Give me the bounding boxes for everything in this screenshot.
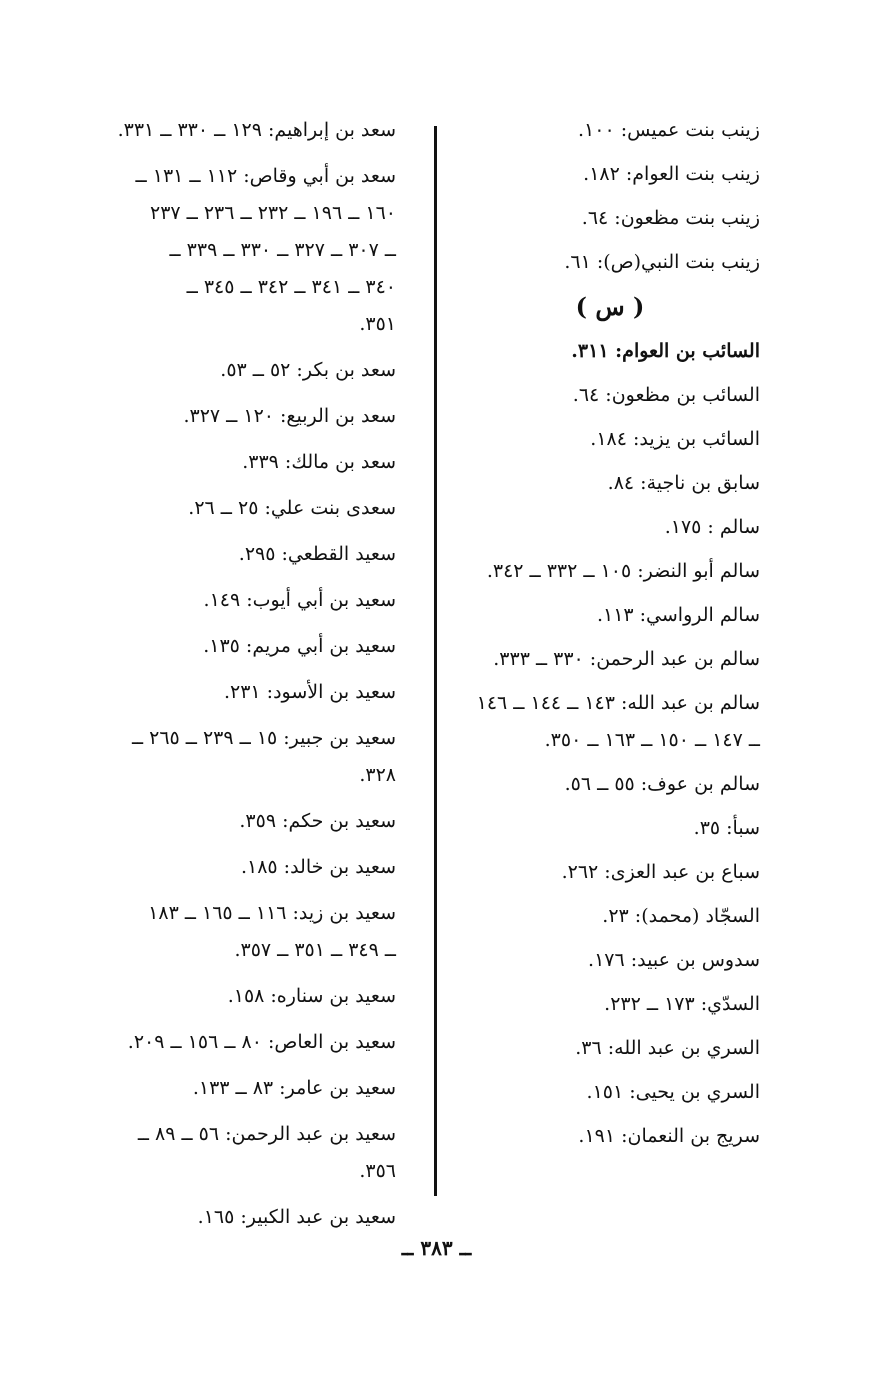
- left-column: [66, 112, 396, 1245]
- index-entry: سالم بن عوف: ٥٥ ــ ٥٦.: [564, 773, 760, 795]
- index-entry: سعيد بن حكم: ٣٥٩.: [239, 810, 396, 832]
- index-entry: سعد بن أبي وقاص: ١١٢ ــ ١٣١ ــ ١٦٠ ــ ١٩٦ ــ ٢٣٢ ــ ٢٣٦ ــ ٢٣٧ ــ ٣٠٧ ــ ٣٢٧ ــ ٣٣٠ ــ ٣٣٩ ــ ٣٤٠ ــ ٣٤١ ــ ٣٤٢ ــ ٣٤٥ ــ ٣٥١.: [135, 165, 396, 335]
- index-entry: سريج بن النعمان: ١٩١.: [578, 1125, 760, 1147]
- index-entry: زينب بنت مظعون: ٦٤.: [581, 207, 760, 229]
- index-entry: سعيد بن سناره: ١٥٨.: [227, 985, 396, 1007]
- letter-heading: ( س ): [575, 292, 645, 321]
- index-entry: سدوس بن عبيد: ١٧٦.: [588, 949, 760, 971]
- index-entry: زينب بنت العوام: ١٨٢.: [583, 163, 760, 185]
- index-entry: زينب بنت عميس: ١٠٠.: [577, 119, 760, 141]
- index-entry: سعد بن الربيع: ١٢٠ ــ ٣٢٧.: [183, 405, 396, 427]
- index-entry: السائب بن مظعون: ٦٤.: [572, 384, 760, 406]
- index-entry: سعيد بن العاص: ٨٠ ــ ١٥٦ ــ ٢٠٩.: [127, 1031, 396, 1053]
- index-entry: سعيد بن عبد الرحمن: ٥٦ ــ ٨٩ ــ ٣٥٦.: [137, 1123, 396, 1182]
- index-entry: سعيد بن أبي مريم: ١٣٥.: [203, 635, 396, 657]
- page-number: ــ ٣٨٣ ــ: [401, 1236, 472, 1260]
- index-entry: سعد بن إبراهيم: ١٢٩ ــ ٣٣٠ ــ ٣٣١.: [117, 119, 396, 141]
- column-divider: [434, 126, 437, 1196]
- index-entry: سعيد بن جبير: ١٥ ــ ٢٣٩ ــ ٢٦٥ ــ ٣٢٨.: [131, 727, 396, 786]
- right-column: [442, 112, 760, 1162]
- index-entry: سباع بن عبد العزى: ٢٦٢.: [561, 861, 760, 883]
- index-entry: سعيد بن عبد الكبير: ١٦٥.: [197, 1206, 396, 1228]
- index-entry: السدّي: ١٧٣ ــ ٢٣٢.: [604, 993, 760, 1015]
- index-entry: سالم الرواسي: ١١٣.: [596, 604, 760, 626]
- index-entry: سعيد بن الأسود: ٢٣١.: [223, 681, 396, 703]
- index-entry: سابق بن ناجية: ٨٤.: [607, 472, 760, 494]
- index-entry: زينب بنت النبي(ص): ٦١.: [564, 251, 760, 273]
- index-entry: سبأ: ٣٥.: [693, 817, 760, 839]
- index-entry: سعيد بن عامر: ٨٣ ــ ١٣٣.: [192, 1077, 396, 1099]
- index-entry: سالم أبو النضر: ١٠٥ ــ ٣٣٢ ــ ٣٤٢.: [486, 560, 760, 582]
- index-entry: السائب بن يزيد: ١٨٤.: [590, 428, 760, 450]
- index-entry: سالم بن عبد الله: ١٤٣ ــ ١٤٤ ــ ١٤٦ ــ ١٤٧ ــ ١٥٠ ــ ١٦٣ ــ ٣٥٠.: [476, 692, 760, 751]
- index-entry: سعدى بنت علي: ٢٥ ــ ٢٦.: [188, 497, 396, 519]
- index-entry: السائب بن العوام: ٣١١.: [571, 340, 760, 362]
- index-entry: سالم : ١٧٥.: [664, 516, 760, 538]
- index-entry: السري بن عبد الله: ٣٦.: [575, 1037, 760, 1059]
- index-entry: سعد بن بكر: ٥٢ ــ ٥٣.: [220, 359, 396, 381]
- index-entry: السجّاد (محمد): ٢٣.: [602, 905, 760, 927]
- index-entry: سعيد القطعي: ٢٩٥.: [238, 543, 396, 565]
- index-entry: سالم بن عبد الرحمن: ٣٣٠ ــ ٣٣٣.: [493, 648, 760, 670]
- index-entry: سعيد بن زيد: ١١٦ ــ ١٦٥ ــ ١٨٣ ــ ٣٤٩ ــ ٣٥١ ــ ٣٥٧.: [148, 902, 396, 961]
- index-entry: سعيد بن خالد: ١٨٥.: [240, 856, 396, 878]
- index-entry: السري بن يحيى: ١٥١.: [586, 1081, 760, 1103]
- index-entry: سعد بن مالك: ٣٣٩.: [242, 451, 396, 473]
- index-entry: سعيد بن أبي أيوب: ١٤٩.: [203, 589, 396, 611]
